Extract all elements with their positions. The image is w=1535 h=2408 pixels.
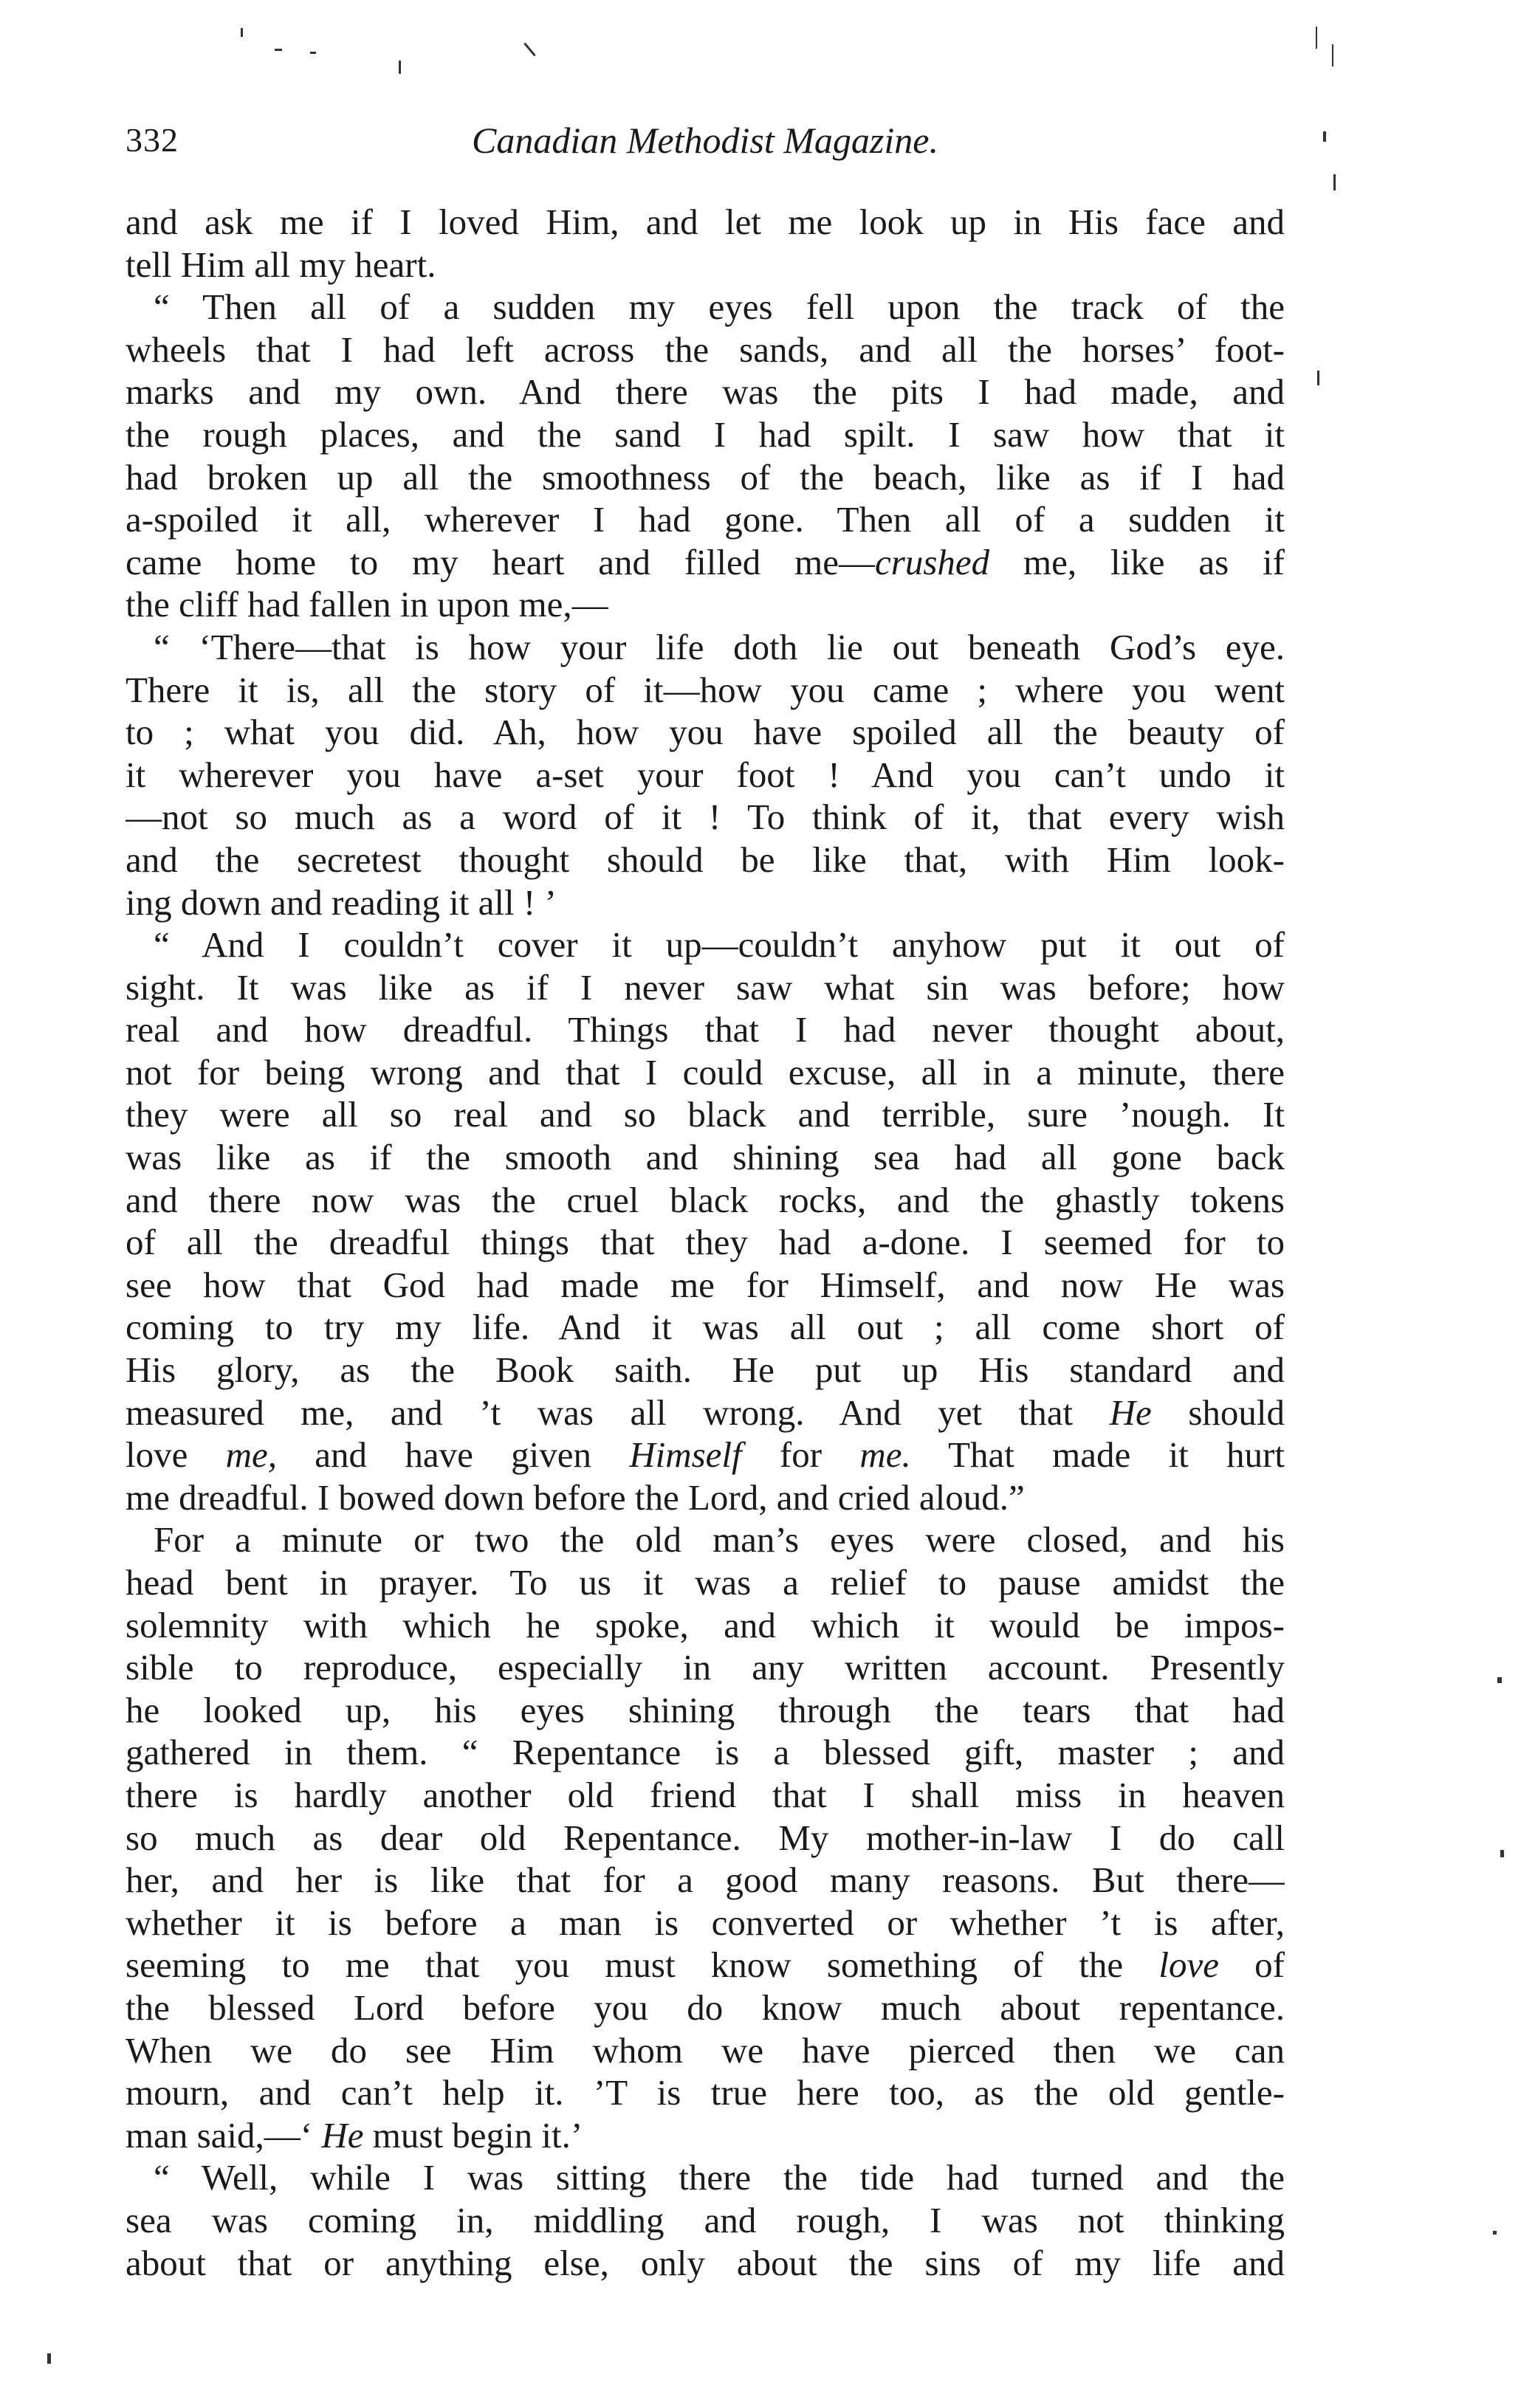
text-span: seeming to me that you must know something of the [126, 1944, 1159, 1986]
page-number: 332 [126, 121, 179, 159]
text-line: wheels that I had left across the sands, and all the horses’ foot- [126, 328, 1285, 370]
text-line: “ Well, while I was sitting there the tide had turned and the [154, 2157, 1285, 2198]
scan-speck [523, 43, 535, 57]
scan-speck [47, 2353, 51, 2364]
text-line: he looked up, his eyes shining through the tears that had [126, 1689, 1285, 1730]
text-line: and the secretest thought should be like that, with Him look- [126, 839, 1285, 880]
text-span: man said,—‘ [126, 2114, 322, 2156]
text-line [126, 2114, 1285, 2157]
text-span: That made it hurt [910, 1434, 1285, 1476]
text-line: not for being wrong and that I could excuse, all in a minute, there [126, 1051, 1285, 1093]
text-line: ing down and reading it all ! ’ [126, 881, 557, 923]
text-line: head bent in prayer. To us it was a relief to pause amidst the [126, 1562, 1285, 1603]
text-line: so much as dear old Repentance. My mother-in-law I do call [126, 1817, 1285, 1858]
text-line: was like as if the smooth and shining sea had all gone back [126, 1137, 1285, 1178]
text-line: whether it is before a man is converted or whether ’t is after, [126, 1902, 1285, 1943]
text-line: her, and her is like that for a good many reasons. But there— [126, 1860, 1285, 1901]
text-line: sea was coming in, middling and rough, I was not thinking [126, 2199, 1285, 2240]
text-line: When we do see Him whom we have pierced then we can [126, 2029, 1285, 2071]
italic-text: me. [859, 1434, 911, 1476]
text-span: should [1151, 1392, 1285, 1433]
text-span: and have given [277, 1434, 630, 1476]
text-line: it wherever you have a-set your foot ! And you can’t undo it [126, 754, 1285, 795]
text-line: “ And I couldn’t cover it up—couldn’t anyhow put it out of [154, 924, 1285, 966]
text-line [126, 541, 1285, 584]
text-line: the blessed Lord before you do know much about repentance. [126, 1986, 1285, 2028]
scan-speck [399, 61, 401, 74]
text-line: the cliff had fallen in upon me,— [126, 584, 608, 625]
text-span: must begin it.’ [363, 2114, 583, 2156]
scan-speck [1497, 1677, 1502, 1683]
running-title: Canadian Methodist Magazine. [472, 120, 938, 161]
scan-speck [1316, 27, 1317, 49]
text-span: love [126, 1434, 226, 1476]
scan-speck [1493, 2231, 1497, 2235]
text-line: For a minute or two the old man’s eyes were closed, and his [154, 1519, 1285, 1561]
text-line: solemnity with which he spoke, and which it would be impos- [126, 1604, 1285, 1645]
text-line [126, 1434, 1285, 1476]
text-line: —not so much as a word of it ! To think of it, that every wish [126, 797, 1285, 838]
italic-text: Himself [629, 1434, 742, 1476]
text-line: of all the dreadful things that they had a-done. I seemed for to [126, 1222, 1285, 1263]
text-line: “ ‘There—that is how your life doth lie out beneath God’s eye. [154, 626, 1285, 667]
scan-speck [1317, 371, 1319, 385]
text-line: tell Him all my heart. [126, 244, 436, 285]
text-span: of [1218, 1944, 1285, 1986]
text-line [126, 1944, 1285, 1986]
text-line: sight. It was like as if I never saw what sin was before; how [126, 966, 1285, 1008]
text-line: about that or anything else, only about the sins of my life and [126, 2242, 1285, 2283]
scan-speck [1323, 131, 1326, 142]
page-header [126, 111, 1285, 170]
scan-speck [1500, 1850, 1504, 1857]
text-line: see how that God had made me for Himself, and now He was [126, 1264, 1285, 1305]
text-line: to ; what you did. Ah, how you have spoiled all the beauty of [126, 712, 1285, 753]
text-line: His glory, as the Book saith. He put up His standard and [126, 1349, 1285, 1391]
scan-speck [241, 28, 243, 37]
text-line [126, 1392, 1285, 1434]
body-text [126, 201, 1285, 2284]
text-line: There it is, all the story of it—how you came ; where you went [126, 669, 1285, 710]
text-line: sible to reproduce, especially in any written account. Presently [126, 1647, 1285, 1688]
text-line: real and how dreadful. Things that I had never thought about, [126, 1009, 1285, 1050]
text-span: for [741, 1434, 860, 1476]
italic-text: me, [225, 1434, 278, 1476]
scan-speck [310, 52, 316, 54]
text-line: and ask me if I loved Him, and let me look up in His face and [126, 202, 1285, 242]
scan-speck [1332, 44, 1333, 66]
scan-speck [1333, 174, 1336, 190]
text-line: me dreadful. I bowed down before the Lord, and cried aloud.” [126, 1476, 1025, 1518]
italic-text: love [1158, 1944, 1219, 1986]
text-line: and there now was the cruel black rocks, and the ghastly tokens [126, 1179, 1285, 1220]
text-line: there is hardly another old friend that I shall miss in heaven [126, 1774, 1285, 1815]
scan-speck [275, 49, 282, 51]
text-line: coming to try my life. And it was all out ; all come short of [126, 1307, 1285, 1348]
text-line: mourn, and can’t help it. ’T is true here too, as the old gentle- [126, 2072, 1285, 2113]
text-span: measured me, and ’t was all wrong. And yet that [126, 1392, 1110, 1433]
text-line: a-spoiled it all, wherever I had gone. Then all of a sudden it [126, 499, 1285, 540]
text-line: marks and my own. And there was the pits I had made, and [126, 371, 1285, 413]
italic-text: He [321, 2114, 364, 2156]
italic-text: He [1109, 1392, 1152, 1433]
text-line: had broken up all the smoothness of the beach, like as if I had [126, 456, 1285, 498]
text-line: the rough places, and the sand I had spilt. I saw how that it [126, 413, 1285, 455]
text-line: gathered in them. “ Repentance is a blessed gift, master ; and [126, 1732, 1285, 1773]
text-span: came home to my heart and filled me— [126, 541, 876, 582]
italic-text: crushed [875, 541, 990, 582]
text-line: they were all so real and so black and terrible, sure ’nough. It [126, 1094, 1285, 1135]
text-line: “ Then all of a sudden my eyes fell upon the track of the [154, 286, 1285, 328]
text-span: me, like as if [989, 541, 1285, 582]
